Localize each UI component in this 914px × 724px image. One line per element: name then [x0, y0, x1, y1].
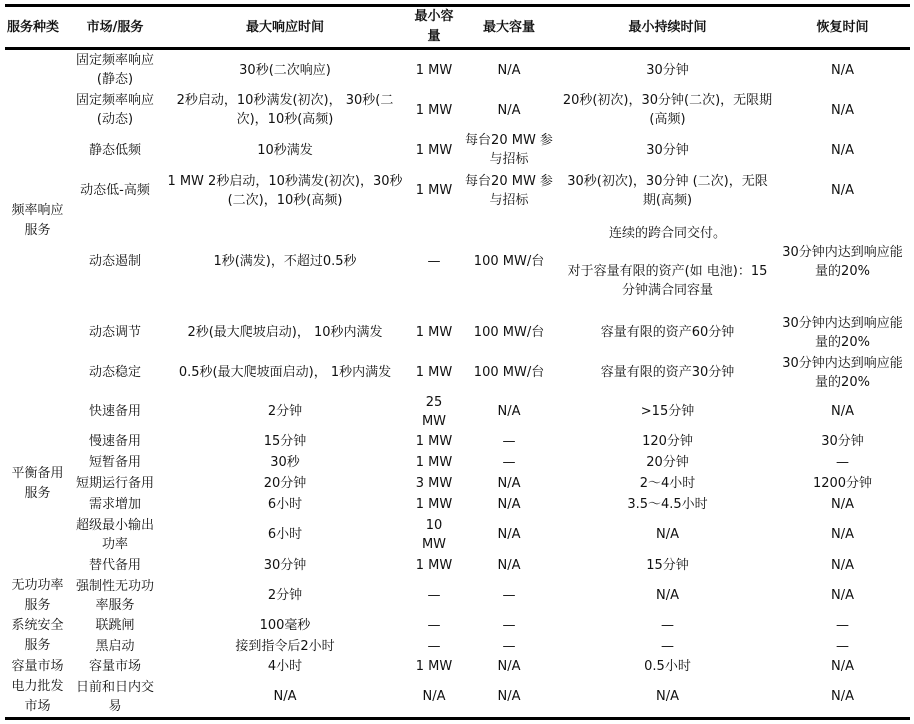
- table-row: [5, 473, 910, 494]
- max-response-time-cell: 15分钟: [263, 433, 307, 449]
- min-duration-cell: N/A: [656, 588, 679, 603]
- header-recovery-time: 恢复时间: [816, 19, 869, 35]
- max-capacity-cell: N/A: [497, 496, 521, 512]
- market-service-cell: 联跳闸: [95, 618, 135, 633]
- table-row: [5, 515, 910, 555]
- max-capacity-cell: N/A: [497, 527, 521, 542]
- min-capacity-cell: 3 MW: [415, 475, 453, 491]
- recovery-time-cell: N/A: [831, 102, 854, 118]
- min-capacity-cell: 1 MW: [415, 365, 453, 380]
- market-service-cell: 强制性无功功率服务: [75, 578, 154, 613]
- max-response-time-cell: 100毫秒: [259, 618, 311, 633]
- max-capacity-cell: N/A: [497, 659, 521, 674]
- table-row: [5, 130, 910, 171]
- max-response-time-cell: 2秒(最大爬坡启动)， 10秒内满发: [187, 325, 383, 340]
- min-capacity-cell: 1 MW: [415, 62, 453, 78]
- table-row: [5, 211, 910, 313]
- table-row: [5, 91, 910, 130]
- min-duration-cell: 3.5～4.5小时: [627, 496, 708, 512]
- min-duration-cell: 20秒(初次)，30分钟(二次)，无限期(高频): [562, 93, 773, 127]
- recovery-time-cell: 30分钟内达到响应能量的20%: [782, 315, 903, 350]
- max-response-time-cell: 30秒(二次响应): [239, 62, 331, 78]
- min-capacity-cell: 1 MW: [415, 433, 453, 449]
- max-response-time-cell: 1 MW 2秒启动，10秒满发(初次)，30秒(二次)，10秒(高频): [167, 173, 403, 208]
- recovery-time-cell: N/A: [831, 183, 854, 198]
- min-capacity-cell: —: [427, 254, 441, 269]
- max-response-time-cell: 30分钟: [263, 557, 307, 573]
- recovery-time-cell: 30分钟内达到响应能量的20%: [782, 244, 903, 279]
- max-capacity-cell: 100 MW/台: [473, 365, 545, 380]
- min-capacity-cell: 1 MW: [415, 557, 453, 573]
- min-duration-cell: N/A: [656, 689, 679, 704]
- table-header: [5, 6, 910, 49]
- recovery-time-cell: N/A: [831, 557, 854, 573]
- min-capacity-cell: 10 MW: [421, 517, 447, 552]
- min-duration-cell: 连续的跨合同交付。 对于容量有限的资产(如 电池)：15分钟满合同容量: [567, 225, 768, 298]
- min-capacity-cell: 1 MW: [415, 325, 453, 340]
- header-max-response-time: 最大响应时间: [245, 19, 324, 35]
- min-duration-cell: 30分钟: [646, 62, 689, 78]
- max-response-time-cell: 6小时: [267, 496, 303, 512]
- market-service-cell: 短暂备用: [88, 454, 141, 470]
- header-max-capacity: 最大容量: [482, 19, 535, 35]
- recovery-time-cell: N/A: [831, 62, 854, 78]
- max-response-time-cell: 10秒满发: [257, 142, 313, 158]
- recovery-time-cell: N/A: [831, 527, 854, 542]
- table-row: [5, 657, 910, 677]
- category-cell: 无功功率服务: [11, 577, 64, 613]
- market-service-cell: 动态调节: [88, 325, 141, 340]
- header-min-duration: 最小持续时间: [628, 19, 707, 35]
- table-row: [5, 636, 910, 657]
- table-row: [5, 393, 910, 431]
- max-capacity-cell: N/A: [497, 404, 521, 419]
- header-service-type: 服务种类: [7, 19, 60, 35]
- min-capacity-cell: 1 MW: [415, 142, 453, 158]
- category-cell: 容量市场: [11, 658, 64, 674]
- recovery-time-cell: —: [836, 618, 849, 633]
- min-capacity-cell: —: [427, 588, 441, 603]
- table-row: [5, 313, 910, 353]
- max-capacity-cell: 100 MW/台: [473, 254, 545, 269]
- recovery-time-cell: N/A: [831, 659, 854, 674]
- min-duration-cell: 20分钟: [646, 454, 689, 470]
- min-duration-cell: 120分钟: [642, 433, 693, 449]
- market-service-cell: 短期运行备用: [75, 475, 154, 491]
- market-service-cell: 慢速备用: [88, 433, 141, 449]
- table-row: [5, 49, 910, 91]
- max-capacity-cell: N/A: [497, 475, 521, 491]
- max-response-time-cell: 2秒启动，10秒满发(初次)， 30秒(二次)，10秒(高频): [176, 93, 394, 127]
- category-cell: 系统安全服务: [11, 618, 64, 653]
- recovery-time-cell: N/A: [831, 588, 854, 603]
- min-duration-cell: 容量有限的资产60分钟: [600, 325, 735, 340]
- max-capacity-cell: N/A: [497, 557, 521, 573]
- recovery-time-cell: 30分钟内达到响应能量的20%: [782, 355, 903, 390]
- min-duration-cell: 30分钟: [646, 142, 689, 158]
- market-service-cell: 日前和日内交易: [75, 679, 154, 714]
- market-service-cell: 需求增加: [88, 496, 141, 512]
- max-capacity-cell: 每台20 MW 参与招标: [465, 173, 553, 208]
- max-capacity-cell: —: [502, 433, 516, 449]
- min-duration-cell: —: [661, 618, 674, 633]
- market-service-cell: 快速备用: [88, 404, 141, 419]
- min-capacity-cell: 1 MW: [415, 454, 453, 470]
- market-service-cell: 固定频率响应(静态): [75, 53, 154, 88]
- min-duration-cell: >15分钟: [640, 404, 695, 419]
- table-row: [5, 452, 910, 473]
- min-duration-cell: 2～4小时: [639, 475, 696, 491]
- table-row: [5, 677, 910, 719]
- market-service-cell: 超级最小输出功率: [75, 517, 154, 552]
- min-capacity-cell: 25 MW: [421, 394, 447, 429]
- min-duration-cell: 30秒(初次)，30分钟 (二次)，无限期(高频): [567, 173, 768, 208]
- recovery-time-cell: —: [836, 454, 849, 470]
- max-response-time-cell: 30秒: [270, 454, 300, 470]
- market-service-cell: 替代备用: [88, 557, 141, 573]
- max-capacity-cell: N/A: [497, 102, 521, 118]
- table-row: [5, 616, 910, 636]
- max-response-time-cell: 2分钟: [267, 588, 303, 603]
- table-body: [5, 49, 910, 719]
- min-duration-cell: —: [661, 638, 674, 654]
- market-service-cell: 静态低频: [88, 142, 141, 158]
- max-response-time-cell: 20分钟: [263, 475, 307, 491]
- table-row: [5, 555, 910, 576]
- category-cell: 电力批发市场: [11, 678, 64, 714]
- min-capacity-cell: 1 MW: [415, 659, 453, 674]
- max-response-time-cell: 4小时: [267, 659, 303, 674]
- header-market-service: 市场/服务: [86, 19, 144, 35]
- max-capacity-cell: —: [502, 588, 516, 603]
- min-capacity-cell: 1 MW: [415, 183, 453, 198]
- header-min-capacity: 最小容量: [414, 9, 454, 44]
- min-capacity-cell: N/A: [422, 689, 446, 704]
- max-capacity-cell: 每台20 MW 参与招标: [465, 133, 553, 167]
- table-row: [5, 431, 910, 452]
- min-capacity-cell: —: [427, 618, 441, 633]
- max-response-time-cell: 接到指令后2小时: [235, 638, 335, 654]
- recovery-time-cell: 1200分钟: [812, 475, 873, 491]
- recovery-time-cell: —: [836, 638, 849, 654]
- market-service-cell: 固定频率响应(动态): [75, 93, 154, 127]
- min-capacity-cell: 1 MW: [415, 102, 453, 118]
- min-duration-cell: 0.5小时: [644, 659, 691, 674]
- category-cell: 频率响应服务: [11, 203, 64, 239]
- table-row: [5, 576, 910, 616]
- max-capacity-cell: —: [502, 454, 516, 470]
- max-capacity-cell: 100 MW/台: [473, 325, 545, 340]
- max-capacity-cell: —: [502, 638, 516, 654]
- max-response-time-cell: 1秒(满发)，不超过0.5秒: [213, 254, 357, 269]
- table-row: [5, 494, 910, 515]
- recovery-time-cell: N/A: [831, 689, 854, 704]
- recovery-time-cell: N/A: [831, 404, 854, 419]
- table-row: [5, 171, 910, 211]
- min-capacity-cell: —: [427, 638, 441, 654]
- market-service-cell: 动态遏制: [88, 254, 141, 269]
- category-cell: 平衡备用服务: [11, 466, 64, 501]
- min-capacity-cell: 1 MW: [415, 496, 453, 512]
- max-response-time-cell: N/A: [273, 689, 297, 704]
- min-duration-cell: 容量有限的资产30分钟: [600, 365, 735, 380]
- max-capacity-cell: N/A: [497, 62, 521, 78]
- max-response-time-cell: 0.5秒(最大爬坡面启动)， 1秒内满发: [178, 365, 392, 380]
- min-duration-cell: N/A: [656, 527, 679, 542]
- market-service-cell: 容量市场: [88, 659, 141, 674]
- ancillary-services-table: [5, 4, 910, 720]
- max-capacity-cell: N/A: [497, 689, 521, 704]
- max-response-time-cell: 2分钟: [267, 404, 303, 419]
- recovery-time-cell: N/A: [831, 496, 854, 512]
- market-service-cell: 动态低-高频: [80, 183, 150, 198]
- market-service-cell: 黑启动: [95, 638, 135, 654]
- min-duration-cell: 15分钟: [646, 557, 689, 573]
- table-row: [5, 353, 910, 393]
- recovery-time-cell: 30分钟: [821, 433, 864, 449]
- recovery-time-cell: N/A: [831, 142, 854, 158]
- market-service-cell: 动态稳定: [88, 365, 141, 380]
- max-response-time-cell: 6小时: [267, 527, 303, 542]
- max-capacity-cell: —: [502, 618, 516, 633]
